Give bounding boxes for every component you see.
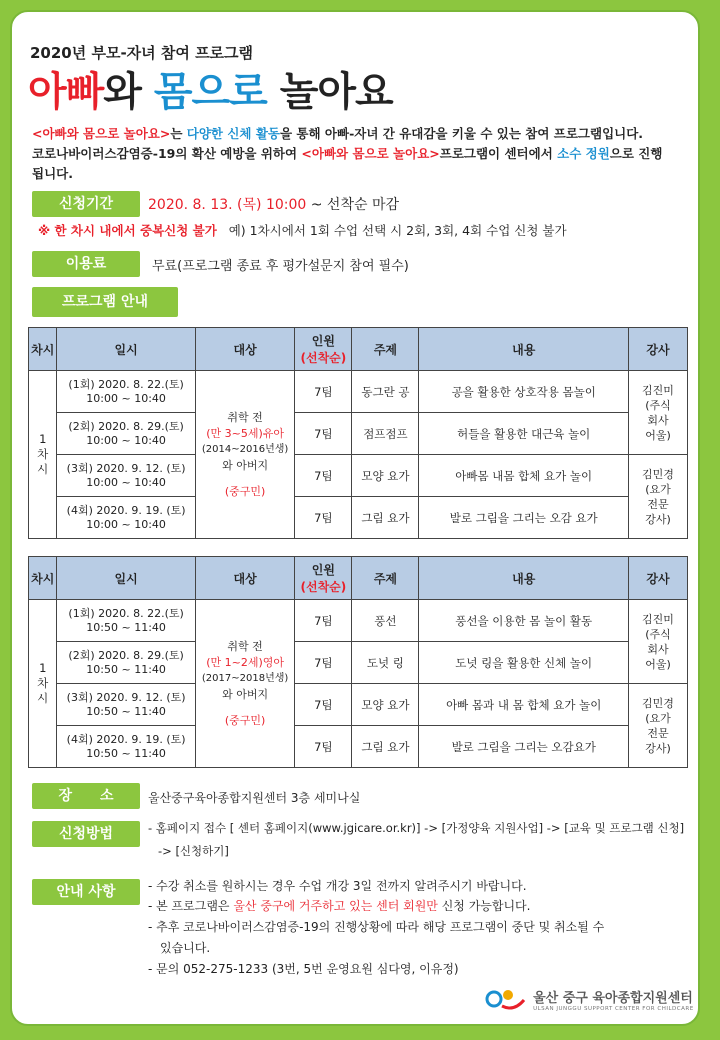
table-row (29, 726, 688, 768)
content-cell: 발로 그림을 그리는 오감 요가 (419, 497, 628, 539)
topic-cell: 그림 요가 (352, 497, 419, 539)
time-line: 10:00 ~ 10:40 (86, 391, 166, 405)
table-row (29, 455, 688, 497)
title-part-4: 놀아요 (266, 69, 393, 115)
table-row (29, 684, 688, 726)
notice-line-5: - 문의 052-275-1233 (3번, 5번 운영요원 심다영, 이유정) (148, 962, 459, 976)
col-people-label: 인원 (311, 334, 335, 348)
intro-text: 프로그램이 센터에서 (439, 146, 558, 161)
time-line: 10:50 ~ 11:40 (86, 704, 166, 718)
content-cell: 아빠 몸과 내 몸 합체 요가 놀이 (419, 684, 628, 726)
topic-cell: 점프점프 (352, 413, 419, 455)
title-part-3: 몸으로 (153, 69, 267, 115)
title-part-2: 와 (103, 69, 154, 115)
intro-text: 됩니다. (32, 166, 73, 181)
date-cell (57, 600, 195, 642)
program-info-label: 프로그램 안내 (32, 287, 178, 317)
apply-rest: ~ 선착순 마감 (306, 197, 399, 213)
topic-cell: 그림 요가 (352, 726, 419, 768)
table-row (29, 413, 688, 455)
time-line: 10:50 ~ 11:40 (86, 662, 166, 676)
apply-note-example: 예) 1차시에서 1회 수업 선택 시 2회, 3회, 4회 수업 신청 불가 (228, 223, 567, 238)
col-target: 대상 (195, 328, 295, 371)
target-line: 취학 전 (227, 410, 263, 424)
center-logo-icon (484, 986, 528, 1012)
col-instructor: 강사 (628, 557, 687, 600)
time-line: 10:00 ~ 10:40 (86, 475, 166, 489)
target-age: (만 3~5세)유아 (206, 426, 284, 440)
content-cell: 발로 그림을 그리는 오감요가 (419, 726, 628, 768)
date-line: (3회) 2020. 9. 12. (토) (66, 690, 186, 704)
target-resident: (중구민) (224, 484, 266, 498)
fee-value: 무료(프로그램 종료 후 평가설문지 참여 필수) (152, 259, 409, 274)
intro-text: 는 (170, 126, 187, 141)
notice-line-2 (148, 897, 530, 914)
date-cell (57, 684, 195, 726)
col-content: 내용 (419, 328, 628, 371)
notice-text: 신청 가능합니다. (437, 899, 531, 913)
instructor-cell: 김민경 (요가 전문 강사) (628, 455, 687, 539)
target-age: (만 1~2세)영아 (206, 655, 284, 669)
apply-date: 2020. 8. 13. (목) 10:00 (148, 197, 307, 213)
col-target: 대상 (195, 557, 295, 600)
apply-note (38, 221, 567, 239)
col-date: 일시 (57, 557, 195, 600)
people-cell: 7팀 (295, 684, 352, 726)
date-cell (57, 413, 195, 455)
table-row (29, 642, 688, 684)
date-line: (1회) 2020. 8. 22.(토) (68, 377, 184, 391)
date-line: (2회) 2020. 8. 29.(토) (68, 648, 184, 662)
date-cell (57, 726, 195, 768)
intro-program-name: <아빠와 몸으로 놀아요> (32, 126, 171, 141)
date-line: (2회) 2020. 8. 29.(토) (68, 419, 184, 433)
target-line: 와 아버지 (222, 687, 269, 701)
session-cell: 1 차 시 (29, 371, 57, 539)
content-cell: 도넛 링을 활용한 신체 놀이 (419, 642, 628, 684)
target-years: (2014~2016년생) (201, 443, 289, 455)
time-line: 10:00 ~ 10:40 (86, 517, 166, 531)
program-subtitle: 2020년 부모-자녀 참여 프로그램 (30, 44, 254, 62)
title-part-1: 아빠 (28, 69, 104, 115)
target-resident: (중구민) (224, 713, 266, 727)
content-cell: 풍선을 이용한 몸 놀이 활동 (419, 600, 628, 642)
people-cell: 7팀 (295, 600, 352, 642)
program-table-2 (28, 556, 688, 768)
people-cell: 7팀 (295, 371, 352, 413)
col-topic: 주제 (352, 328, 419, 371)
instructor-cell: 김민경 (요가 전문 강사) (628, 684, 687, 768)
col-date: 일시 (57, 328, 195, 371)
apply-note-warning: ※ 한 차시 내에서 중복신청 불가 (38, 223, 217, 238)
people-cell: 7팀 (295, 413, 352, 455)
method-label: 신청방법 (32, 821, 140, 847)
table-row (29, 371, 688, 413)
table-row (29, 600, 688, 642)
fee-label: 이용료 (32, 251, 140, 277)
instructor-cell: 김진미 (주식 회사 어울) (628, 371, 687, 455)
target-cell (195, 371, 295, 539)
method-line-1: - 홈페이지 접수 [ 센터 홈페이지(www.jgicare.or.kr)] -> [가정양육 지원사업] -> [교육 및 프로그램 신청] (148, 821, 685, 835)
content-cell: 아빠몸 내몸 합체 요가 놀이 (419, 455, 628, 497)
col-session: 차시 (29, 328, 57, 371)
apply-period-label: 신청기간 (32, 191, 140, 217)
center-logo (484, 986, 694, 1012)
notice-line-4: 있습니다. (160, 941, 211, 955)
intro-highlight: 소수 정원 (557, 146, 610, 161)
people-cell: 7팀 (295, 642, 352, 684)
people-cell: 7팀 (295, 455, 352, 497)
program-table-1 (28, 327, 688, 539)
date-line: (3회) 2020. 9. 12. (토) (66, 461, 186, 475)
content-cell: 공을 활용한 상호작용 몸놀이 (419, 371, 628, 413)
program-title (28, 60, 393, 117)
intro-text: 코로나바이러스감염증-19의 확산 예방을 위하여 (32, 146, 302, 161)
place-label: 장 소 (32, 783, 140, 809)
instructor-cell: 김진미 (주식 회사 어울) (628, 600, 687, 684)
date-cell (57, 642, 195, 684)
col-people (295, 328, 352, 371)
col-people-sub: (선착순) (300, 580, 347, 594)
content-cell: 허들을 활용한 대근육 놀이 (419, 413, 628, 455)
intro-program-name: <아빠와 몸으로 놀아요> (301, 146, 440, 161)
col-instructor: 강사 (628, 328, 687, 371)
notice-text: - 본 프로그램은 (148, 899, 234, 913)
intro-text: 으로 진행 (609, 146, 663, 161)
center-name: 울산 중구 육아종합지원센터 (533, 990, 693, 1006)
date-cell (57, 497, 195, 539)
session-cell: 1 차 시 (29, 600, 57, 768)
intro-highlight: 다양한 신체 활동 (186, 126, 280, 141)
col-content: 내용 (419, 557, 628, 600)
intro-text: 을 통해 아빠-자녀 간 유대감을 키울 수 있는 참여 프로그램입니다. (280, 126, 644, 141)
col-topic: 주제 (352, 557, 419, 600)
date-line: (4회) 2020. 9. 19. (토) (66, 503, 186, 517)
place-value: 울산중구육아종합지원센터 3층 세미나실 (148, 791, 361, 805)
date-line: (4회) 2020. 9. 19. (토) (66, 732, 186, 746)
date-cell (57, 371, 195, 413)
target-years: (2017~2018년생) (201, 672, 289, 684)
target-line: 와 아버지 (222, 458, 269, 472)
time-line: 10:50 ~ 11:40 (86, 620, 166, 634)
date-cell (57, 455, 195, 497)
date-line: (1회) 2020. 8. 22.(토) (68, 606, 184, 620)
col-people-label: 인원 (311, 563, 335, 577)
notice-label: 안내 사항 (32, 879, 140, 905)
time-line: 10:00 ~ 10:40 (86, 433, 166, 447)
topic-cell: 동그란 공 (352, 371, 419, 413)
target-cell (195, 600, 295, 768)
time-line: 10:50 ~ 11:40 (86, 746, 166, 760)
intro-paragraph (32, 124, 692, 184)
notice-line-1: - 수강 취소를 원하시는 경우 수업 개강 3일 전까지 알려주시기 바랍니다. (148, 879, 527, 893)
topic-cell: 모양 요가 (352, 684, 419, 726)
topic-cell: 도넛 링 (352, 642, 419, 684)
apply-period-value (148, 194, 399, 214)
center-name-en: ULSAN JUNGGU SUPPORT CENTER FOR CHILDCARE (533, 1005, 694, 1012)
method-line-2: -> [신청하기] (158, 844, 229, 858)
table-row (29, 497, 688, 539)
notice-line-3: - 추후 코로나바이러스감염증-19의 진행상황에 따라 해당 프로그램이 중단 및 취소될 수 (148, 920, 605, 934)
topic-cell: 풍선 (352, 600, 419, 642)
col-people (295, 557, 352, 600)
target-line: 취학 전 (227, 639, 263, 653)
people-cell: 7팀 (295, 726, 352, 768)
people-cell: 7팀 (295, 497, 352, 539)
topic-cell: 모양 요가 (352, 455, 419, 497)
notice-highlight: 울산 중구에 거주하고 있는 센터 회원만 (233, 899, 438, 913)
col-people-sub: (선착순) (300, 351, 347, 365)
col-session: 차시 (29, 557, 57, 600)
